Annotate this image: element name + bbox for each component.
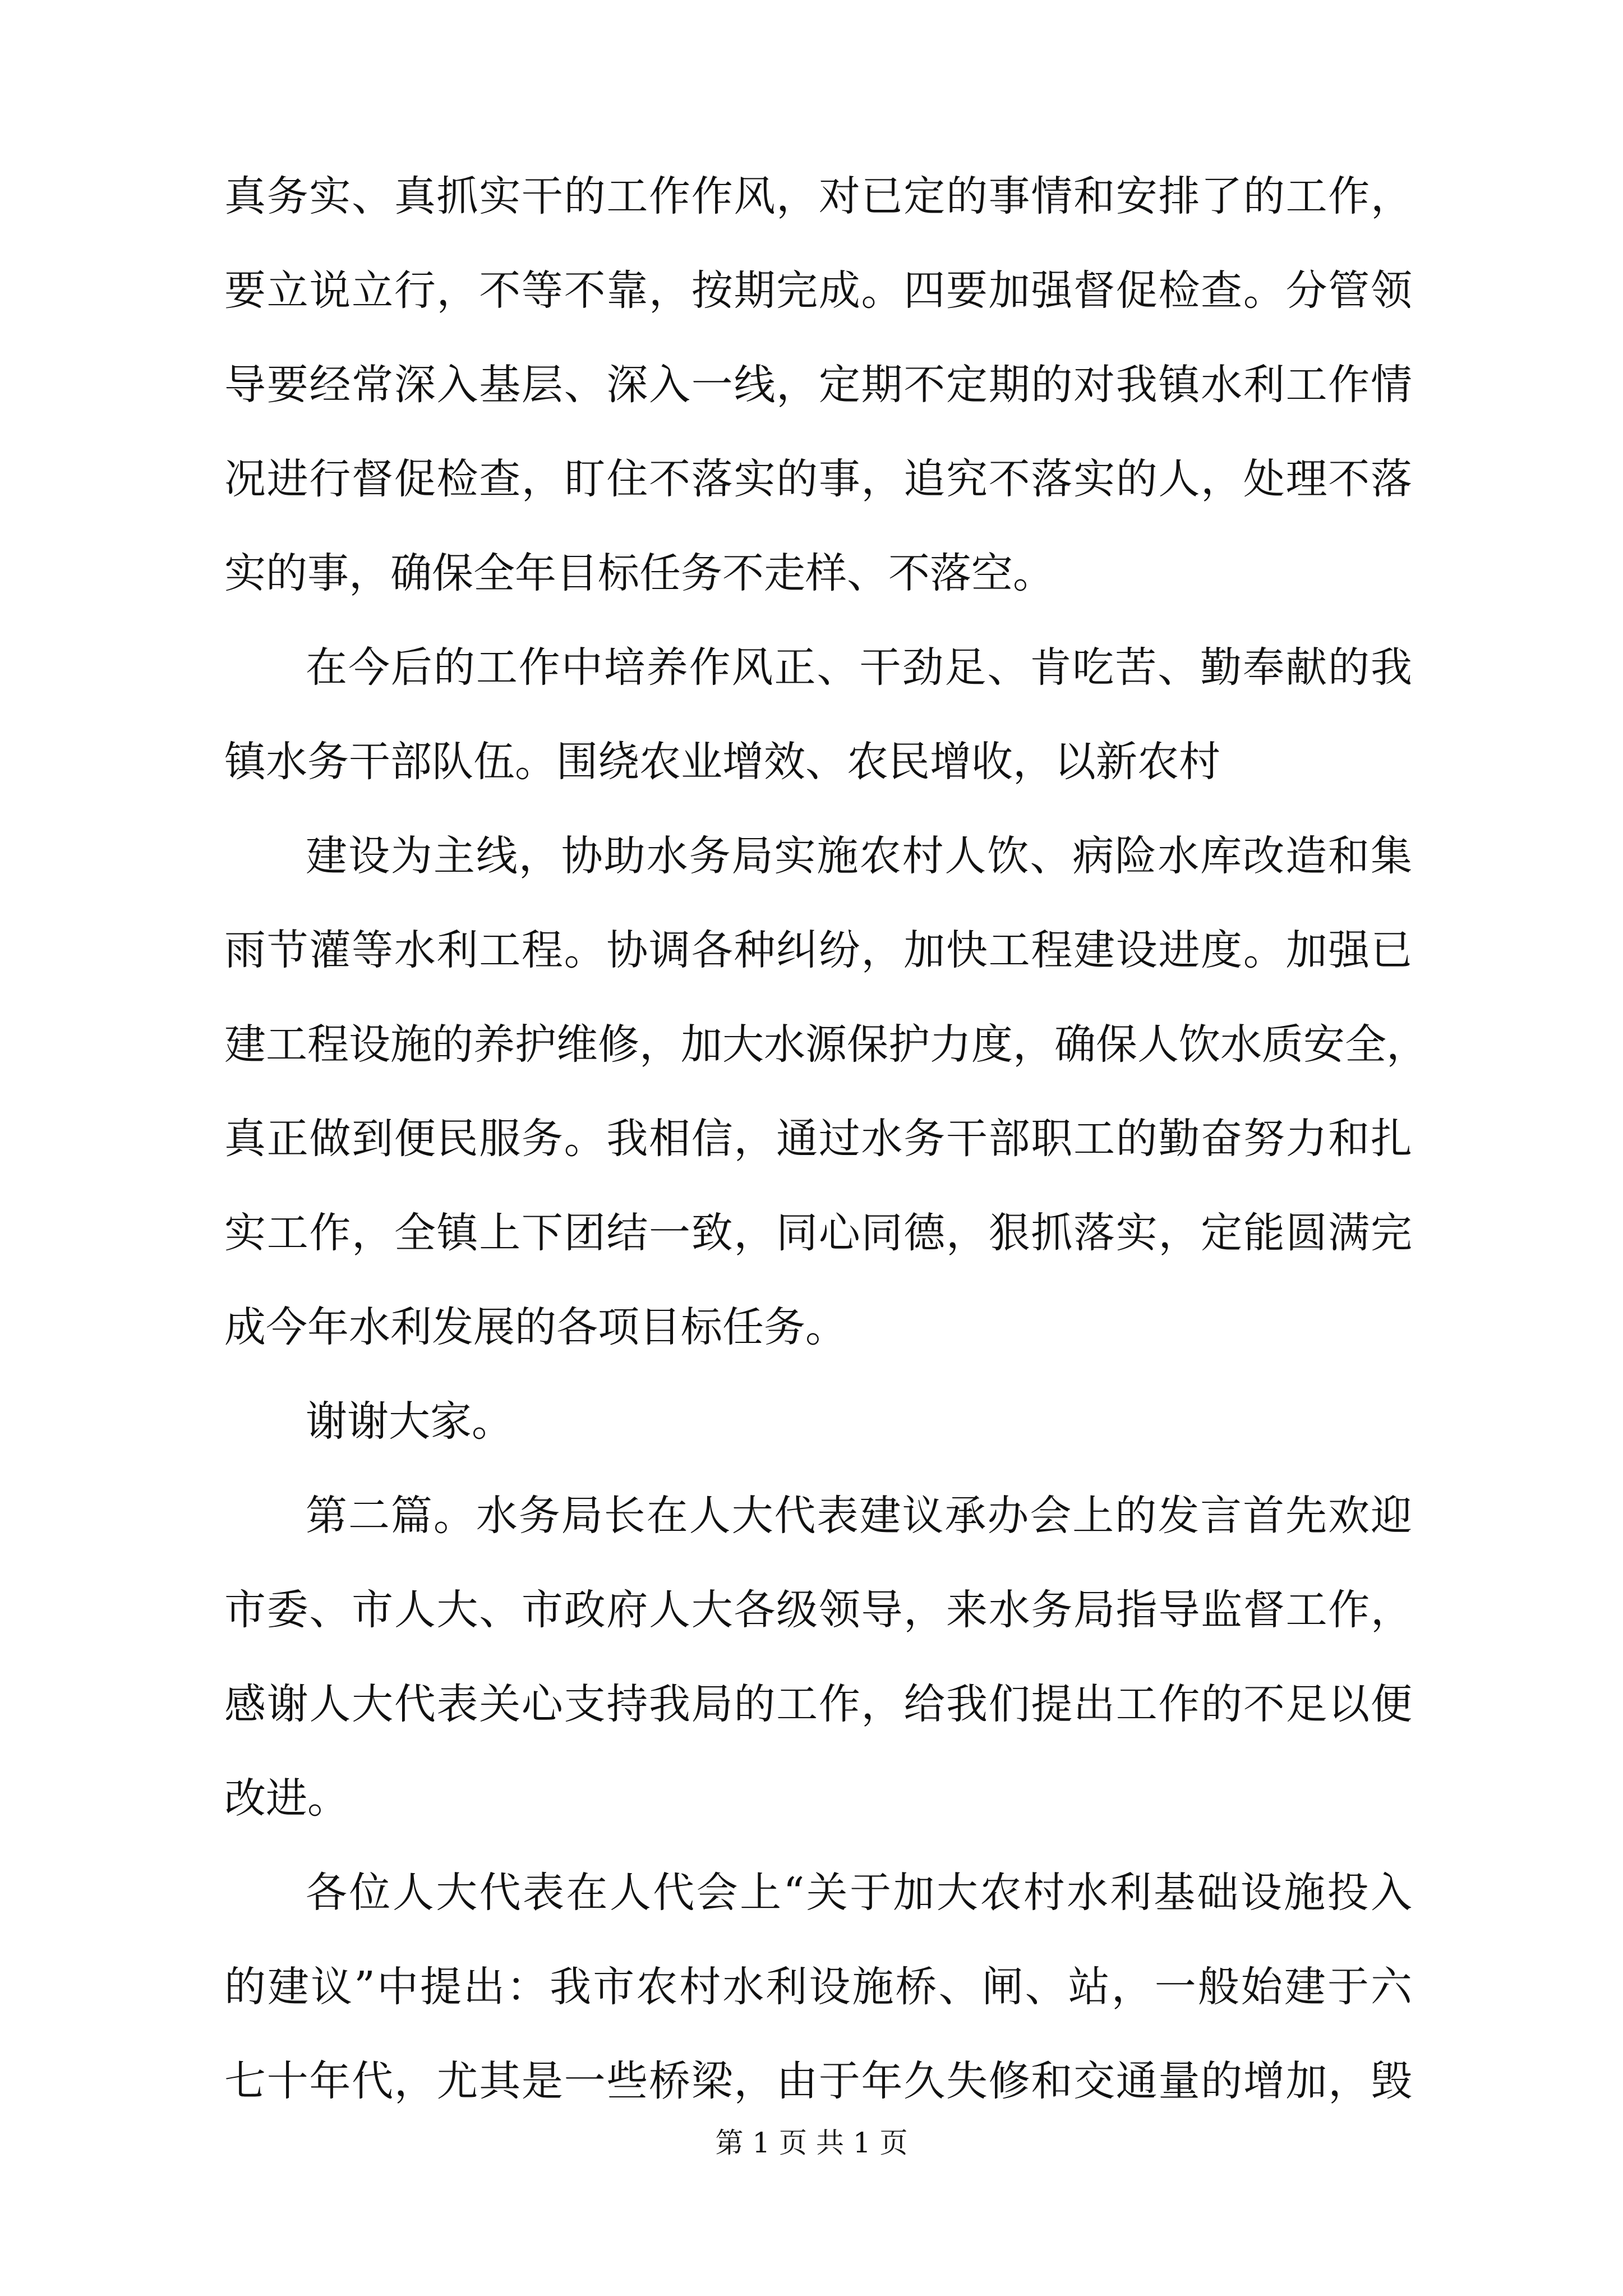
text-line-content: 第二篇。水务局长在人大代表建议承办会上的发言首先欢迎 [306,1492,1412,1540]
text-line-content: 市委、市人大、市政府人大各级领导，来水务局指导监督工作， [224,1586,1412,1634]
text-line [0,1657,1623,1752]
text-line [0,149,1623,244]
text-line-content: 导要经常深入基层、深入一线，定期不定期的对我镇水利工作情 [224,361,1412,409]
text-line [0,1939,1623,2035]
text-line-content: 真正做到便民服务。我相信，通过水务干部职工的勤奋努力和扎 [224,1115,1412,1163]
text-line [0,620,1623,715]
text-line [0,1562,1623,1658]
text-line-content: 各位人大代表在人代会上“关于加大农村水利基础设施投入 [306,1869,1412,1917]
text-line [0,903,1623,998]
text-line [0,2033,1623,2129]
text-line [0,1845,1623,1940]
text-line [0,1280,1623,1375]
text-line [0,337,1623,432]
text-line-content: 建设为主线，协助水务局实施农村人饮、病险水库改造和集 [306,832,1412,880]
text-line-content: 感谢人大代表关心支持我局的工作，给我们提出工作的不足以便 [224,1680,1412,1728]
text-line [0,1185,1623,1281]
text-line-content: 的建议”中提出：我市农村水利设施桥、闸、站，一般始建于六 [224,1963,1412,2011]
page-footer: 第 1 页 共 1 页 [715,2127,908,2159]
text-line [0,714,1623,809]
text-line-content: 七十年代，尤其是一些桥梁，由于年久失修和交通量的增加，毁 [224,2057,1412,2105]
text-line-content: 真务实、真抓实干的工作作风，对已定的事情和安排了的工作， [224,172,1412,220]
text-line [0,526,1623,621]
text-line-content: 要立说立行，不等不靠，按期完成。四要加强督促检查。分管领 [224,266,1412,315]
text-line-content: 实工作，全镇上下团结一致，同心同德，狠抓落实，定能圆满完 [224,1209,1412,1257]
text-line-content: 实的事，确保全年目标任务不走样、不落空。 [224,549,1054,597]
text-line [0,1374,1623,1469]
text-line-content: 在今后的工作中培养作风正、干劲足、肯吃苦、勤奉献的我 [306,643,1412,692]
text-line [0,808,1623,904]
text-line-content: 成今年水利发展的各项目标任务。 [224,1303,847,1351]
text-line-content: 改进。 [224,1774,349,1823]
text-line-content: 镇水务干部队伍。围绕农业增效、农民增收，以新农村 [224,738,1220,786]
text-line-content: 雨节灌等水利工程。协调各种纠纷，加快工程建设进度。加强已 [224,926,1412,974]
text-line-content: 况进行督促检查，盯住不落实的事，追究不落实的人，处理不落 [224,455,1412,503]
text-line [0,1091,1623,1186]
text-line-content: 建工程设施的养护维修，加大水源保护力度，确保人饮水质安全， [224,1020,1428,1069]
text-line [0,243,1623,338]
text-line-content: 谢谢大家。 [306,1397,513,1446]
text-line [0,1751,1623,1846]
text-line [0,1468,1623,1563]
text-line [0,997,1623,1092]
text-line [0,431,1623,527]
